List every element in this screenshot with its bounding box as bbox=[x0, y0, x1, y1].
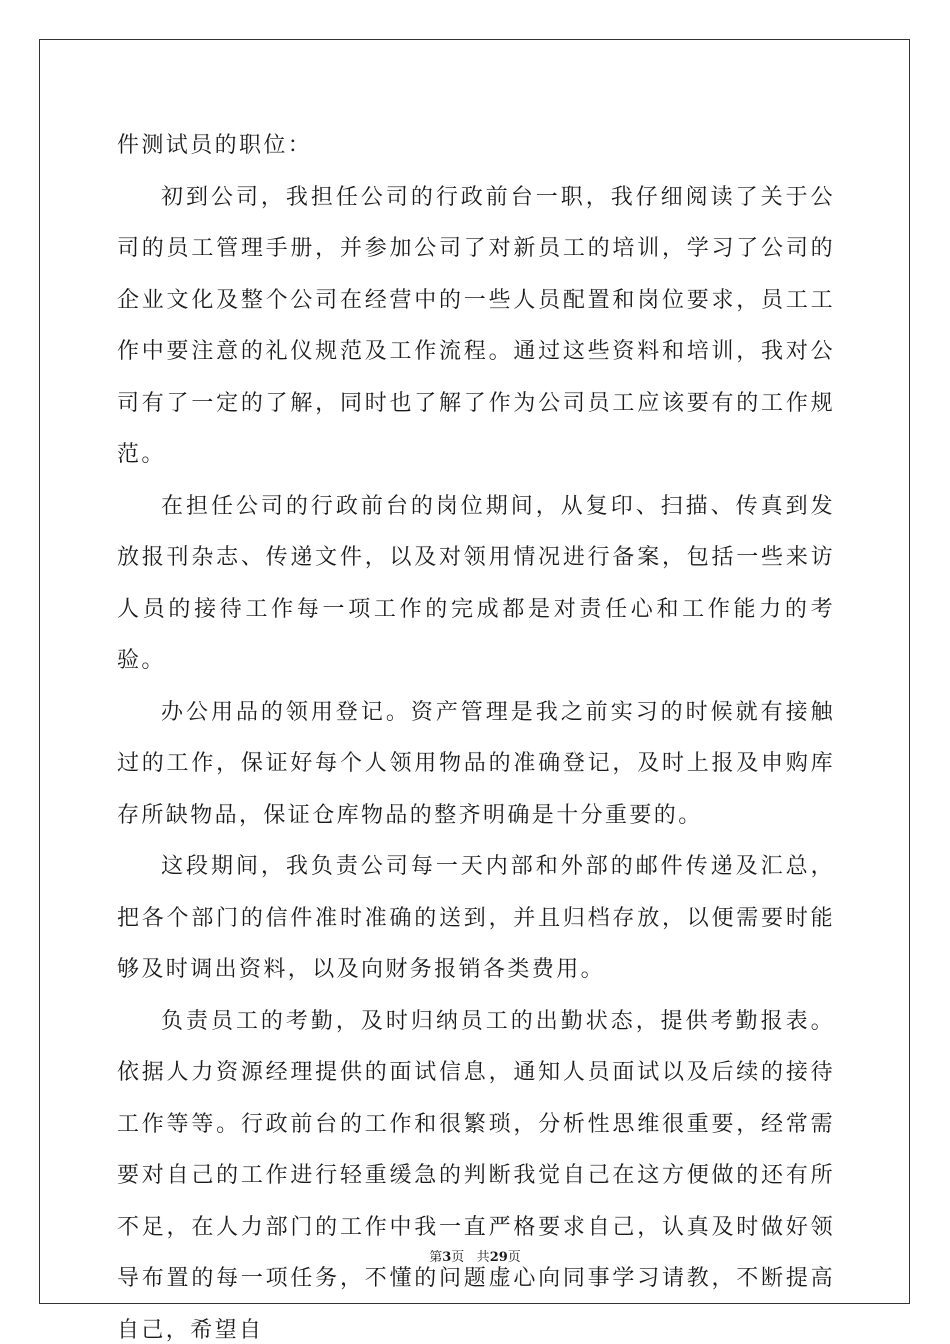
footer-total-prefix: 共 bbox=[476, 1250, 490, 1265]
footer-page-prefix: 第 bbox=[429, 1250, 443, 1265]
paragraph: 这段期间，我负责公司每一天内部和外部的邮件传递及汇总，把各个部门的信件准时准确的送到，并且归档存放，以便需要时能够及时调出资料，以及向财务报销各类费用。 bbox=[117, 854, 835, 982]
footer-page-number: 3 bbox=[442, 1250, 452, 1265]
document-body bbox=[117, 120, 835, 1344]
footer-total-suffix: 页 bbox=[507, 1250, 521, 1265]
paragraph: 办公用品的领用登记。资产管理是我之前实习的时候就有接触过的工作，保证好每个人领用物品的准确登记，及时上报及申购库存所缺物品，保证仓库物品的整齐明确是十分重要的。 bbox=[117, 699, 835, 828]
paragraph-continued: 件测试员的职位： bbox=[117, 133, 313, 158]
paragraph: 负责员工的考勤，及时归纳员工的出勤状态，提供考勤报表。依据人力资源经理提供的面试信息，通知人员面试以及后续的接待工作等等。行政前台的工作和很繁琐，分析性思维很重要，经常需要对自己的工作进行轻重缓急的判断我觉自己在这方便做的还有所不足，在人力部门的工作中我一直严格要求自己，认真及时做好领导布置的每一项任务，不懂的问题虚心向同事学习请教，不断提高自己，希望自 bbox=[117, 1008, 835, 1343]
footer-page-suffix: 页 bbox=[451, 1250, 465, 1265]
paragraph: 在担任公司的行政前台的岗位期间，从复印、扫描、传真到发放报刊杂志、传递文件，以及对领用情况进行备案，包括一些来访人员的接待工作每一项工作的完成都是对责任心和工作能力的考验。 bbox=[117, 493, 835, 673]
paragraph: 初到公司，我担任公司的行政前台一职，我仔细阅读了关于公司的员工管理手册，并参加公司了对新员工的培训，学习了公司的企业文化及整个公司在经营中的一些人员配置和岗位要求，员工工作中要注意的礼仪规范及工作流程。通过这些资料和培训，我对公司有了一定的了解，同时也了解了作为公司员工应该要有的工作规范。 bbox=[117, 184, 835, 467]
page-footer bbox=[0, 1246, 950, 1265]
footer-total-pages: 29 bbox=[489, 1250, 508, 1265]
